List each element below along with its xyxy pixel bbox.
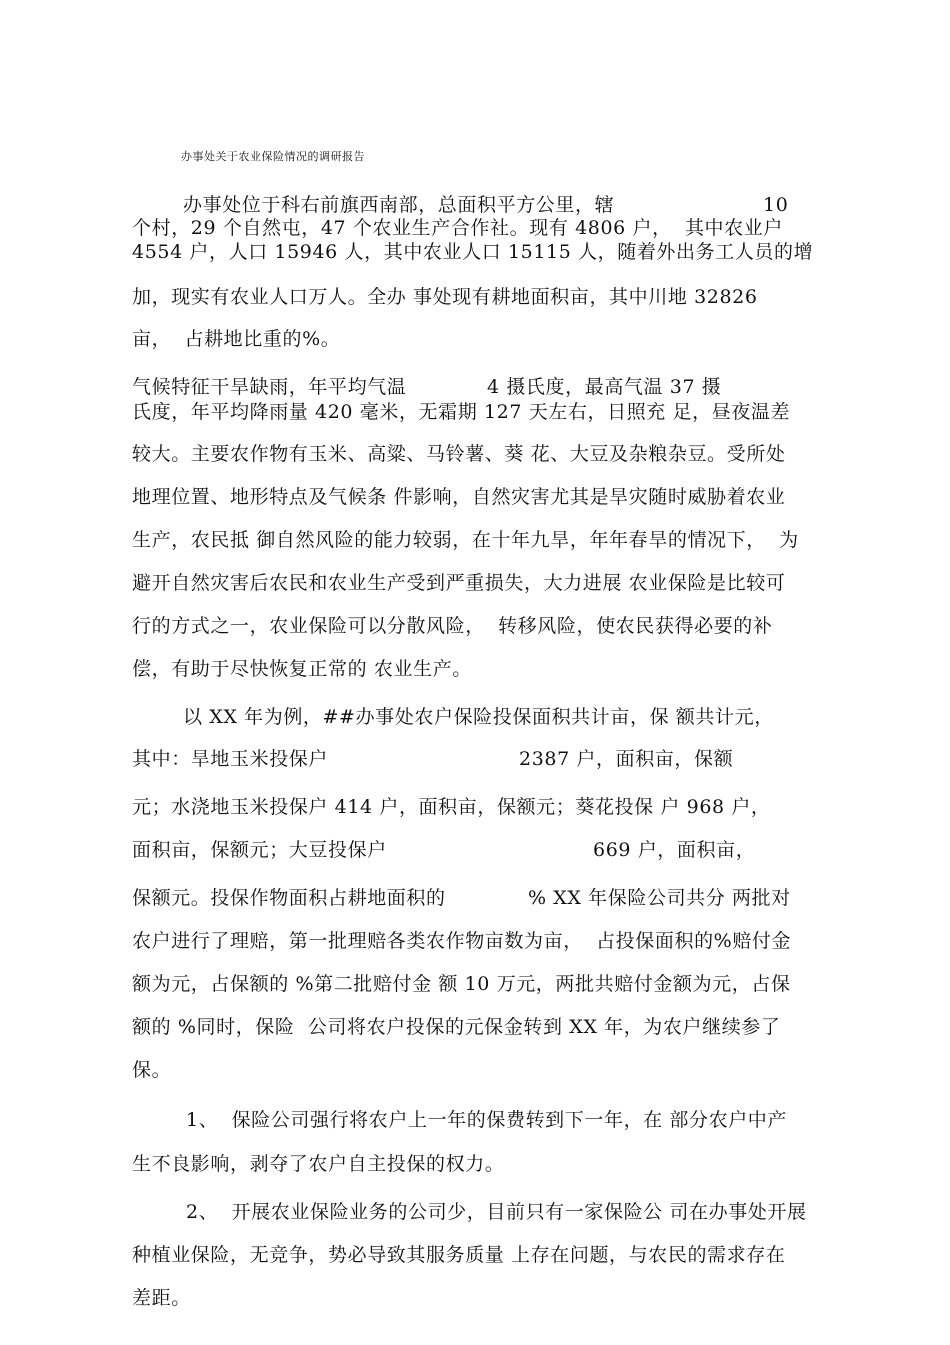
- text-line: 办事处位于科右前旗西南部，总面积平方公里，辖: [183, 194, 615, 216]
- text-line: 额的 %同时，保险 公司将农户投保的元保金转到 XX 年，为农户继续参了: [132, 1016, 781, 1038]
- text-line: 2、 开展农业保险业务的公司少，目前只有一家保险公 司在办事处开展: [186, 1201, 807, 1223]
- text-line: 农户进行了理赔，第一批理赔各类农作物亩数为亩， 占投保面积的%赔付金: [132, 930, 792, 952]
- text-line: 元；水浇地玉米投保户 414 户，面积亩，保额元；葵花投保 户 968 户，: [132, 796, 771, 818]
- text-line: 其中：旱地玉米投保户: [132, 748, 329, 770]
- text-line: 亩， 占耕地比重的%。: [132, 328, 341, 350]
- text-line: 以 XX 年为例，##办事处农户保险投保面积共计亩，保 额共计元，: [183, 706, 774, 728]
- text-line: 669 户，面积亩，: [593, 839, 756, 861]
- text-line: 较大。主要农作物有玉米、高粱、马铃薯、葵 花、大豆及杂粮杂豆。受所处: [132, 443, 786, 465]
- text-line: 差距。: [132, 1287, 191, 1309]
- text-line: 额为元，占保额的 %第二批赔付金 额 10 万元，两批共赔付金额为元，占保: [132, 973, 791, 995]
- text-line: 氏度，年平均降雨量 420 毫米，无霜期 127 天左右，日照充 足，昼夜温差: [132, 401, 791, 423]
- text-line: 面积亩，保额元；大豆投保户: [132, 839, 387, 861]
- text-line: 行的方式之一，农业保险可以分散风险， 转移风险，使农民获得必要的补: [132, 615, 773, 637]
- text-line: % XX 年保险公司共分 两批对: [528, 887, 791, 909]
- text-line: 避开自然灾害后农民和农业生产受到严重损失，大力进展 农业保险是比较可: [132, 572, 786, 594]
- text-line: 10: [763, 194, 789, 216]
- text-line: 4554 户，人口 15946 人，其中农业人口 15115 人，随着外出务工人员的增: [132, 241, 814, 263]
- text-line: 种植业保险，无竞争，势必导致其服务质量 上存在问题，与农民的需求存在: [132, 1244, 786, 1266]
- text-line: 保额元。投保作物面积占耕地面积的: [132, 887, 446, 909]
- text-line: 加，现实有农业人口万人。全办 事处现有耕地面积亩，其中川地 32826: [132, 286, 758, 308]
- text-line: 气候特征干旱缺雨，年平均气温: [132, 376, 407, 398]
- text-line: 4 摄氏度，最高气温 37 摄: [487, 376, 722, 398]
- text-line: 地理位置、地形特点及气候条 件影响，自然灾害尤其是旱灾随时威胁着农业: [132, 486, 786, 508]
- text-line: 保。: [132, 1059, 172, 1081]
- text-line: 偿，有助于尽快恢复正常的 农业生产。: [132, 658, 472, 680]
- text-line: 1、 保险公司强行将农户上一年的保费转到下一年，在 部分农户中产: [186, 1109, 788, 1131]
- text-line: 生产，农民抵 御自然风险的能力较弱，在十年九旱，年年春旱的情况下， 为: [132, 529, 799, 551]
- document-title: 办事处关于农业保险情况的调研报告: [181, 150, 365, 163]
- text-line: 个村，29 个自然屯，47 个农业生产合作社。现有 4806 户， 其中农业户: [132, 217, 783, 239]
- text-line: 2387 户，面积亩，保额: [519, 748, 734, 770]
- text-line: 生不良影响，剥夺了农户自主投保的权力。: [132, 1153, 505, 1175]
